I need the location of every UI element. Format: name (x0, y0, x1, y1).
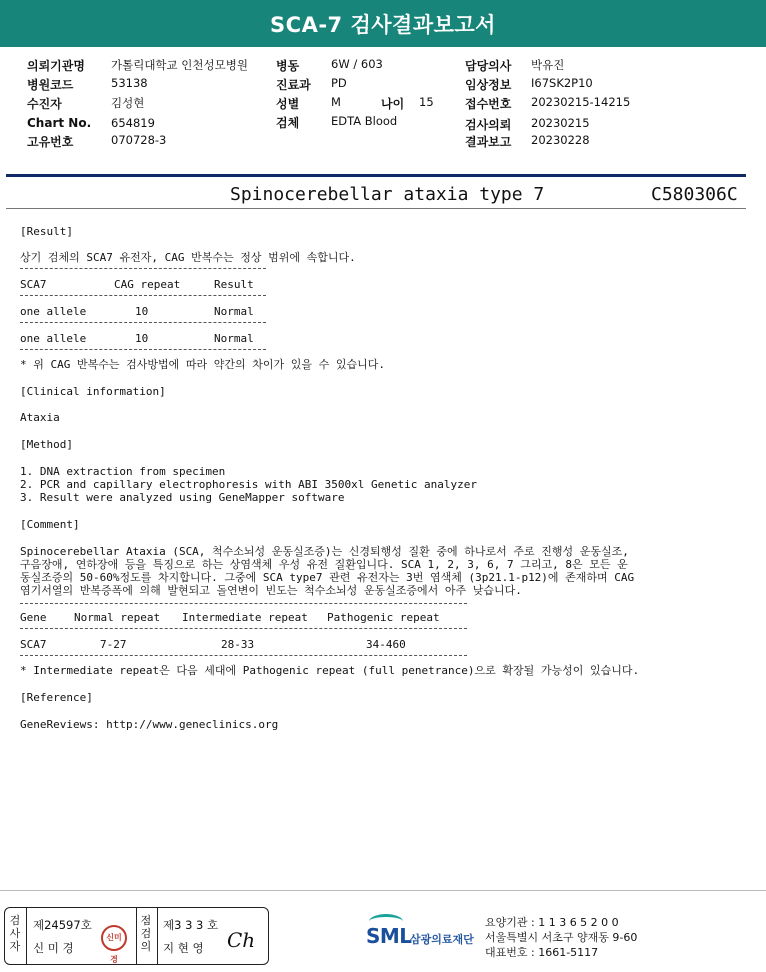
tester-seal (101, 925, 127, 964)
header-divider (6, 174, 746, 177)
org-name: 삼광의료재단 (410, 933, 474, 946)
test-name: Spinocerebellar ataxia type 7 (230, 184, 545, 205)
info-label: 검사의뢰 (465, 118, 512, 132)
reviewer-label: 점검의 (140, 914, 152, 953)
method-heading: [Method] (20, 438, 73, 451)
comment-line: 구음장애, 연하장애 등을 특징으로 하는 상염색체 우성 유전 질환입니다. SCA 1, 2, 3, 6, 7 그리고, 8은 모든 운 (20, 558, 628, 571)
comment-cell: SCA7 (20, 638, 47, 651)
result-cell: 10 (135, 332, 149, 345)
info-value: PD (331, 76, 347, 90)
result-cell: one allele (20, 305, 87, 318)
tester-label: 검사자 (9, 914, 21, 953)
info-label: Chart No. (27, 116, 92, 130)
info-label: 병원코드 (27, 78, 74, 92)
table-divider (20, 603, 467, 604)
tester-name: 신 미 경 (33, 941, 74, 955)
reference-text: GeneReviews: http://www.geneclinics.org (20, 718, 279, 731)
contact-line: 서울특별시 서초구 양재동 9-60 (485, 931, 638, 944)
info-label: 접수번호 (465, 97, 512, 111)
result-summary: 상기 검체의 SCA7 유전자, CAG 반복수는 정상 범위에 속합니다. (20, 251, 356, 264)
table-divider (20, 349, 266, 350)
info-value: 20230215 (531, 116, 590, 130)
info-label: 나이 (381, 97, 405, 111)
info-value: 20230215-14215 (531, 95, 631, 109)
signbox-divider (26, 908, 27, 964)
report-title: SCA-7 검사결과보고서 (270, 13, 496, 37)
info-value: I67SK2P10 (531, 76, 593, 90)
seal-text: 신미경 (106, 933, 122, 964)
info-label: 의뢰기관명 (27, 59, 85, 73)
clinical-text: Ataxia (20, 411, 60, 424)
comment-header-normal: Normal repeat (74, 611, 161, 624)
info-label: 진료과 (276, 78, 311, 92)
info-value: M (331, 95, 341, 109)
table-divider (20, 322, 266, 323)
comment-cell: 7-27 (100, 638, 127, 651)
comment-cell: 34-460 (366, 638, 406, 651)
info-label: 임상정보 (465, 78, 512, 92)
info-value: 가톨릭대학교 인천성모병원 (111, 58, 248, 72)
table-divider (20, 295, 266, 296)
test-code: C580306C (651, 184, 738, 205)
table-divider (20, 268, 266, 269)
result-note: * 위 CAG 반복수는 검사방법에 따라 약간의 차이가 있을 수 있습니다. (20, 358, 385, 371)
table-divider (20, 628, 467, 629)
info-value: 654819 (111, 116, 155, 130)
signature-box (4, 907, 269, 965)
result-cell: one allele (20, 332, 87, 345)
report-header-bar (0, 0, 766, 47)
result-heading: [Result] (20, 225, 73, 238)
info-value: 53138 (111, 76, 148, 90)
info-value: 070728-3 (111, 133, 167, 147)
reference-heading: [Reference] (20, 691, 93, 704)
result-header-repeat: CAG repeat (114, 278, 181, 291)
info-value: 15 (419, 95, 434, 109)
signbox-divider (136, 908, 137, 964)
info-label: 고유번호 (27, 135, 74, 149)
footer-divider (0, 890, 766, 891)
info-label: 결과보고 (465, 135, 512, 149)
info-label: 성별 (276, 97, 300, 111)
info-value: 6W / 603 (331, 57, 383, 71)
info-value: 김성현 (111, 96, 145, 110)
comment-line: 동실조증의 50-60%정도를 차지합니다. 그중에 SCA type7 관련 유전자는 3번 염색체 (3p21.1-p12)에 존재하며 CAG (20, 571, 635, 584)
info-label: 수진자 (27, 97, 62, 111)
comment-cell: 28-33 (221, 638, 255, 651)
result-cell: 10 (135, 305, 149, 318)
result-header-gene: SCA7 (20, 278, 47, 291)
table-divider (20, 655, 467, 656)
contact-line: 요양기관 : 1 1 3 6 5 2 0 0 (485, 916, 619, 929)
comment-header-pathogenic: Pathogenic repeat (327, 611, 440, 624)
signbox-divider (157, 908, 158, 964)
reviewer-signature: Ch (227, 928, 256, 952)
result-cell: Normal (214, 332, 254, 345)
reviewer-name: 지 현 영 (163, 941, 204, 955)
result-header-result: Result (214, 278, 254, 291)
info-value: 20230228 (531, 133, 590, 147)
org-contact (485, 915, 637, 960)
comment-header-gene: Gene (20, 611, 47, 624)
comment-line: Spinocerebellar Ataxia (SCA, 척수소뇌성 운동실조증)는 신경퇴행성 질환 중에 하나로서 주로 진행성 운동실조, (20, 545, 629, 558)
comment-heading: [Comment] (20, 518, 80, 531)
comment-line: 염기서열의 반복증폭에 의해 발현되고 돌연변이 빈도는 척수소뇌성 운동실조증에서 아주 낮습니다. (20, 584, 522, 597)
result-cell: Normal (214, 305, 254, 318)
comment-header-intermediate: Intermediate repeat (182, 611, 308, 624)
logo-mark: SML (366, 924, 412, 948)
info-value: 박유진 (531, 58, 565, 72)
tester-license: 제24597호 (33, 918, 92, 932)
title-divider (6, 208, 746, 209)
info-value: EDTA Blood (331, 114, 398, 128)
reviewer-license: 제3 3 3 호 (163, 918, 219, 932)
contact-line: 대표번호 : 1661-5117 (485, 946, 599, 959)
comment-note: * Intermediate repeat은 다음 세대에 Pathogenic repeat (full penetrance)으로 확장될 가능성이 있습니다. (20, 664, 640, 677)
method-line: 1. DNA extraction from specimen (20, 465, 226, 478)
info-label: 검체 (276, 116, 300, 130)
method-line: 3. Result were analyzed using GeneMapper software (20, 491, 345, 504)
info-label: 담당의사 (465, 59, 512, 73)
info-label: 병동 (276, 59, 300, 73)
clinical-heading: [Clinical information] (20, 385, 166, 398)
method-line: 2. PCR and capillary electrophoresis with ABI 3500xl Genetic analyzer (20, 478, 477, 491)
